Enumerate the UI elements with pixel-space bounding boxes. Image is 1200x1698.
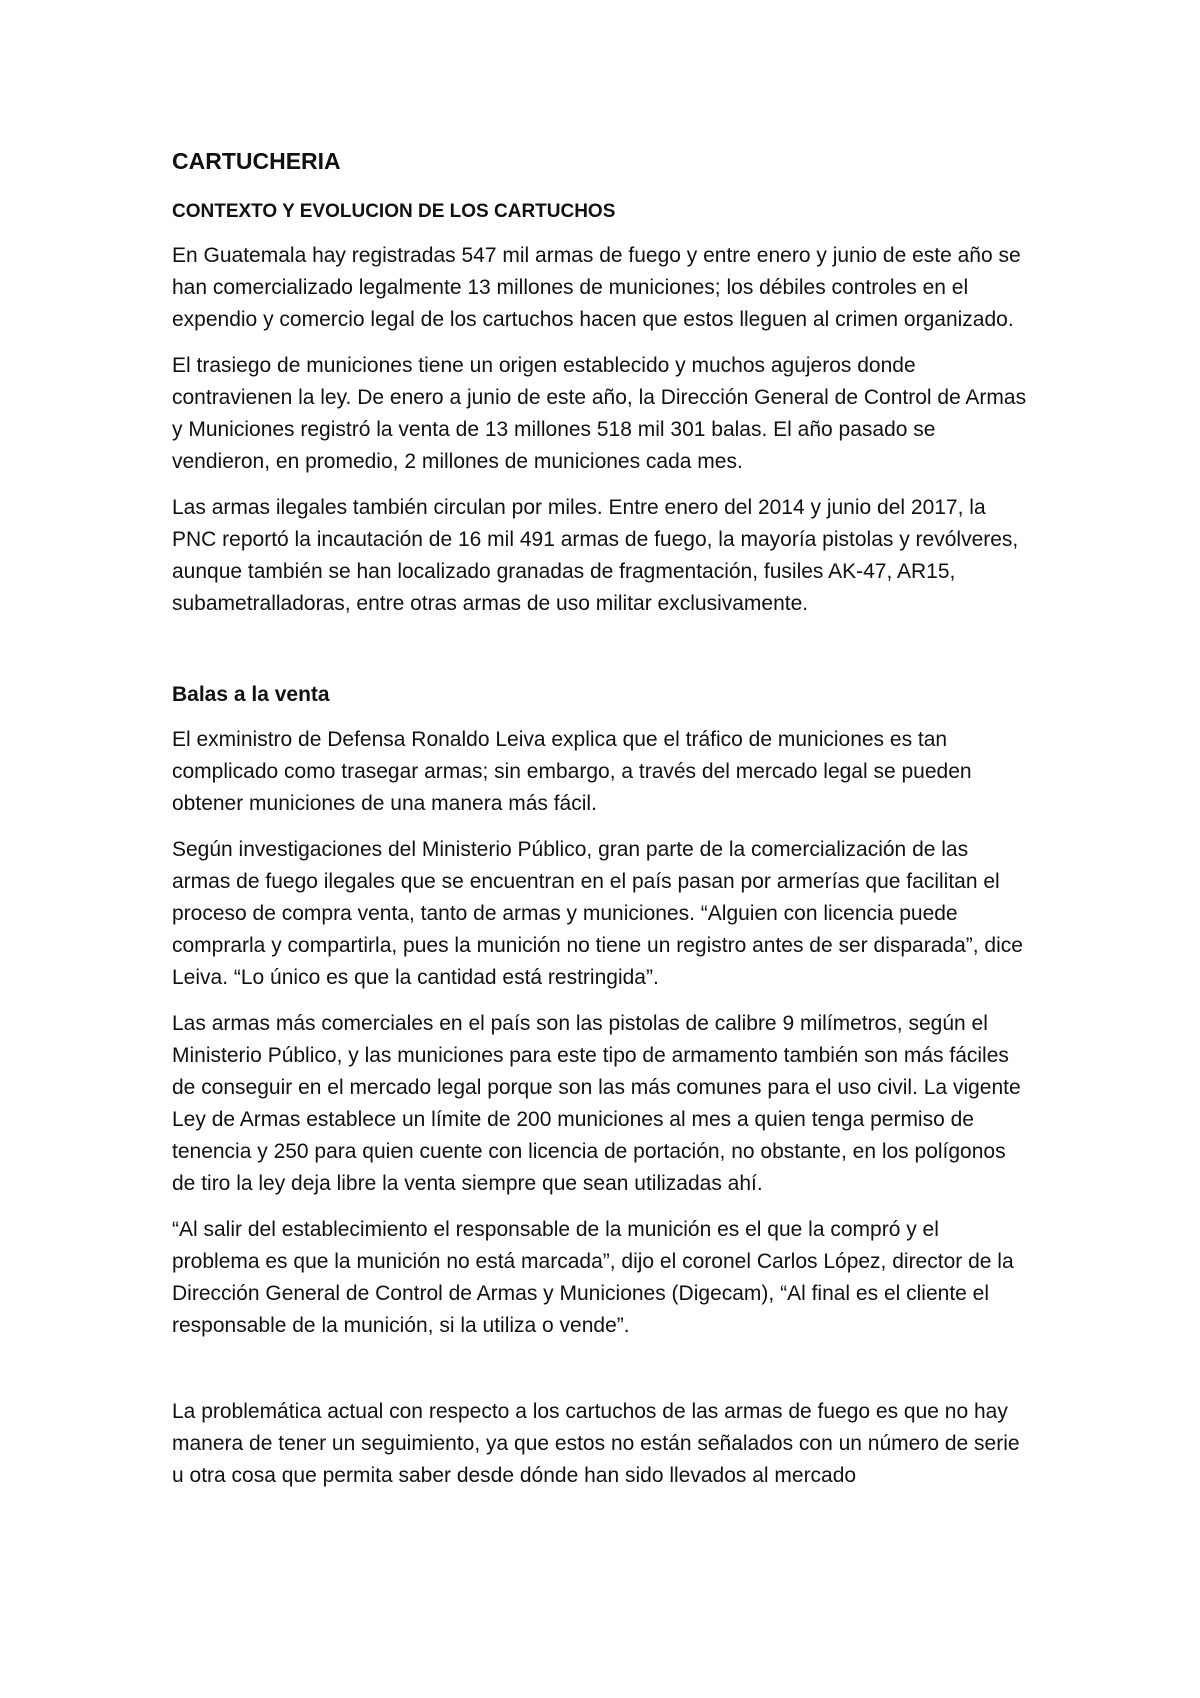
paragraph-sales-1: El exministro de Defensa Ronaldo Leiva explica que el tráfico de municiones es tan complicado como trasegar armas; sin embargo, a través del mercado legal se pueden obtener municiones de una manera más fácil. (172, 728, 972, 815)
paragraph-intro-2: El trasiego de municiones tiene un origen establecido y muchos agujeros donde contravienen la ley. De enero a junio de este año, la Dirección General de Control de Armas y Municiones registró la venta de 13 millones 518 mil 301 balas. El año pasado se vendieron, en promedio, 2 millones de municiones cada mes. (172, 354, 1027, 473)
subheading-balas-a-la-venta: Balas a la venta (172, 683, 330, 706)
paragraph-sales-3: Las armas más comerciales en el país son las pistolas de calibre 9 milímetros, según el Ministerio Público, y las municiones para este tipo de armamento también son más fáciles de conseguir en el mercado legal porque son las más comunes para el uso civil. La vigente Ley de Armas establece un límite de 200 municiones al mes a quien tenga permiso de tenencia y 250 para quien cuente con licencia de portación, no obstante, en los polígonos de tiro la ley deja libre la venta siempre que sean utilizadas ahí. (172, 1012, 1021, 1195)
paragraph-intro-3: Las armas ilegales también circulan por miles. Entre enero del 2014 y junio del 2017, la PNC reportó la incautación de 16 mil 491 armas de fuego, la mayoría pistolas y revólveres, aunque también se han localizado granadas de fragmentación, fusiles AK-47, AR15, subametralladoras, entre otras armas de uso militar exclusivamente. (172, 496, 1019, 615)
spacer (172, 1356, 1032, 1396)
document-title: CARTUCHERIA (172, 148, 341, 174)
paragraph-sales-2: Según investigaciones del Ministerio Público, gran parte de la comercialización de las armas de fuego ilegales que se encuentran en el país pasan por armerías que facilitan el proceso de compra venta, tanto de armas y municiones. “Alguien con licencia puede comprarla y compartirla, pues la munición no tiene un registro antes de ser disparada”, dice Leiva. “Lo único es que la cantidad está restringida”. (172, 838, 1023, 989)
spacer (172, 634, 1032, 680)
document-body (172, 146, 1032, 1506)
section-heading: CONTEXTO Y EVOLUCION DE LOS CARTUCHOS (172, 201, 616, 222)
paragraph-intro-1: En Guatemala hay registradas 547 mil armas de fuego y entre enero y junio de este año se han comercializado legalmente 13 millones de municiones; los débiles controles en el expendio y comercio legal de los cartuchos hacen que estos lleguen al crimen organizado. (172, 244, 1021, 331)
paragraph-sales-4: “Al salir del establecimiento el responsable de la munición es el que la compró y el problema es que la munición no está marcada”, dijo el coronel Carlos López, director de la Dirección General de Control de Armas y Municiones (Digecam), “Al final es el cliente el responsable de la munición, si la utiliza o vende”. (172, 1218, 1014, 1337)
paragraph-closing: La problemática actual con respecto a los cartuchos de las armas de fuego es que no hay manera de tener un seguimiento, ya que estos no están señalados con un número de serie u otra cosa que permita saber desde dónde han sido llevados al mercado (172, 1400, 1020, 1487)
